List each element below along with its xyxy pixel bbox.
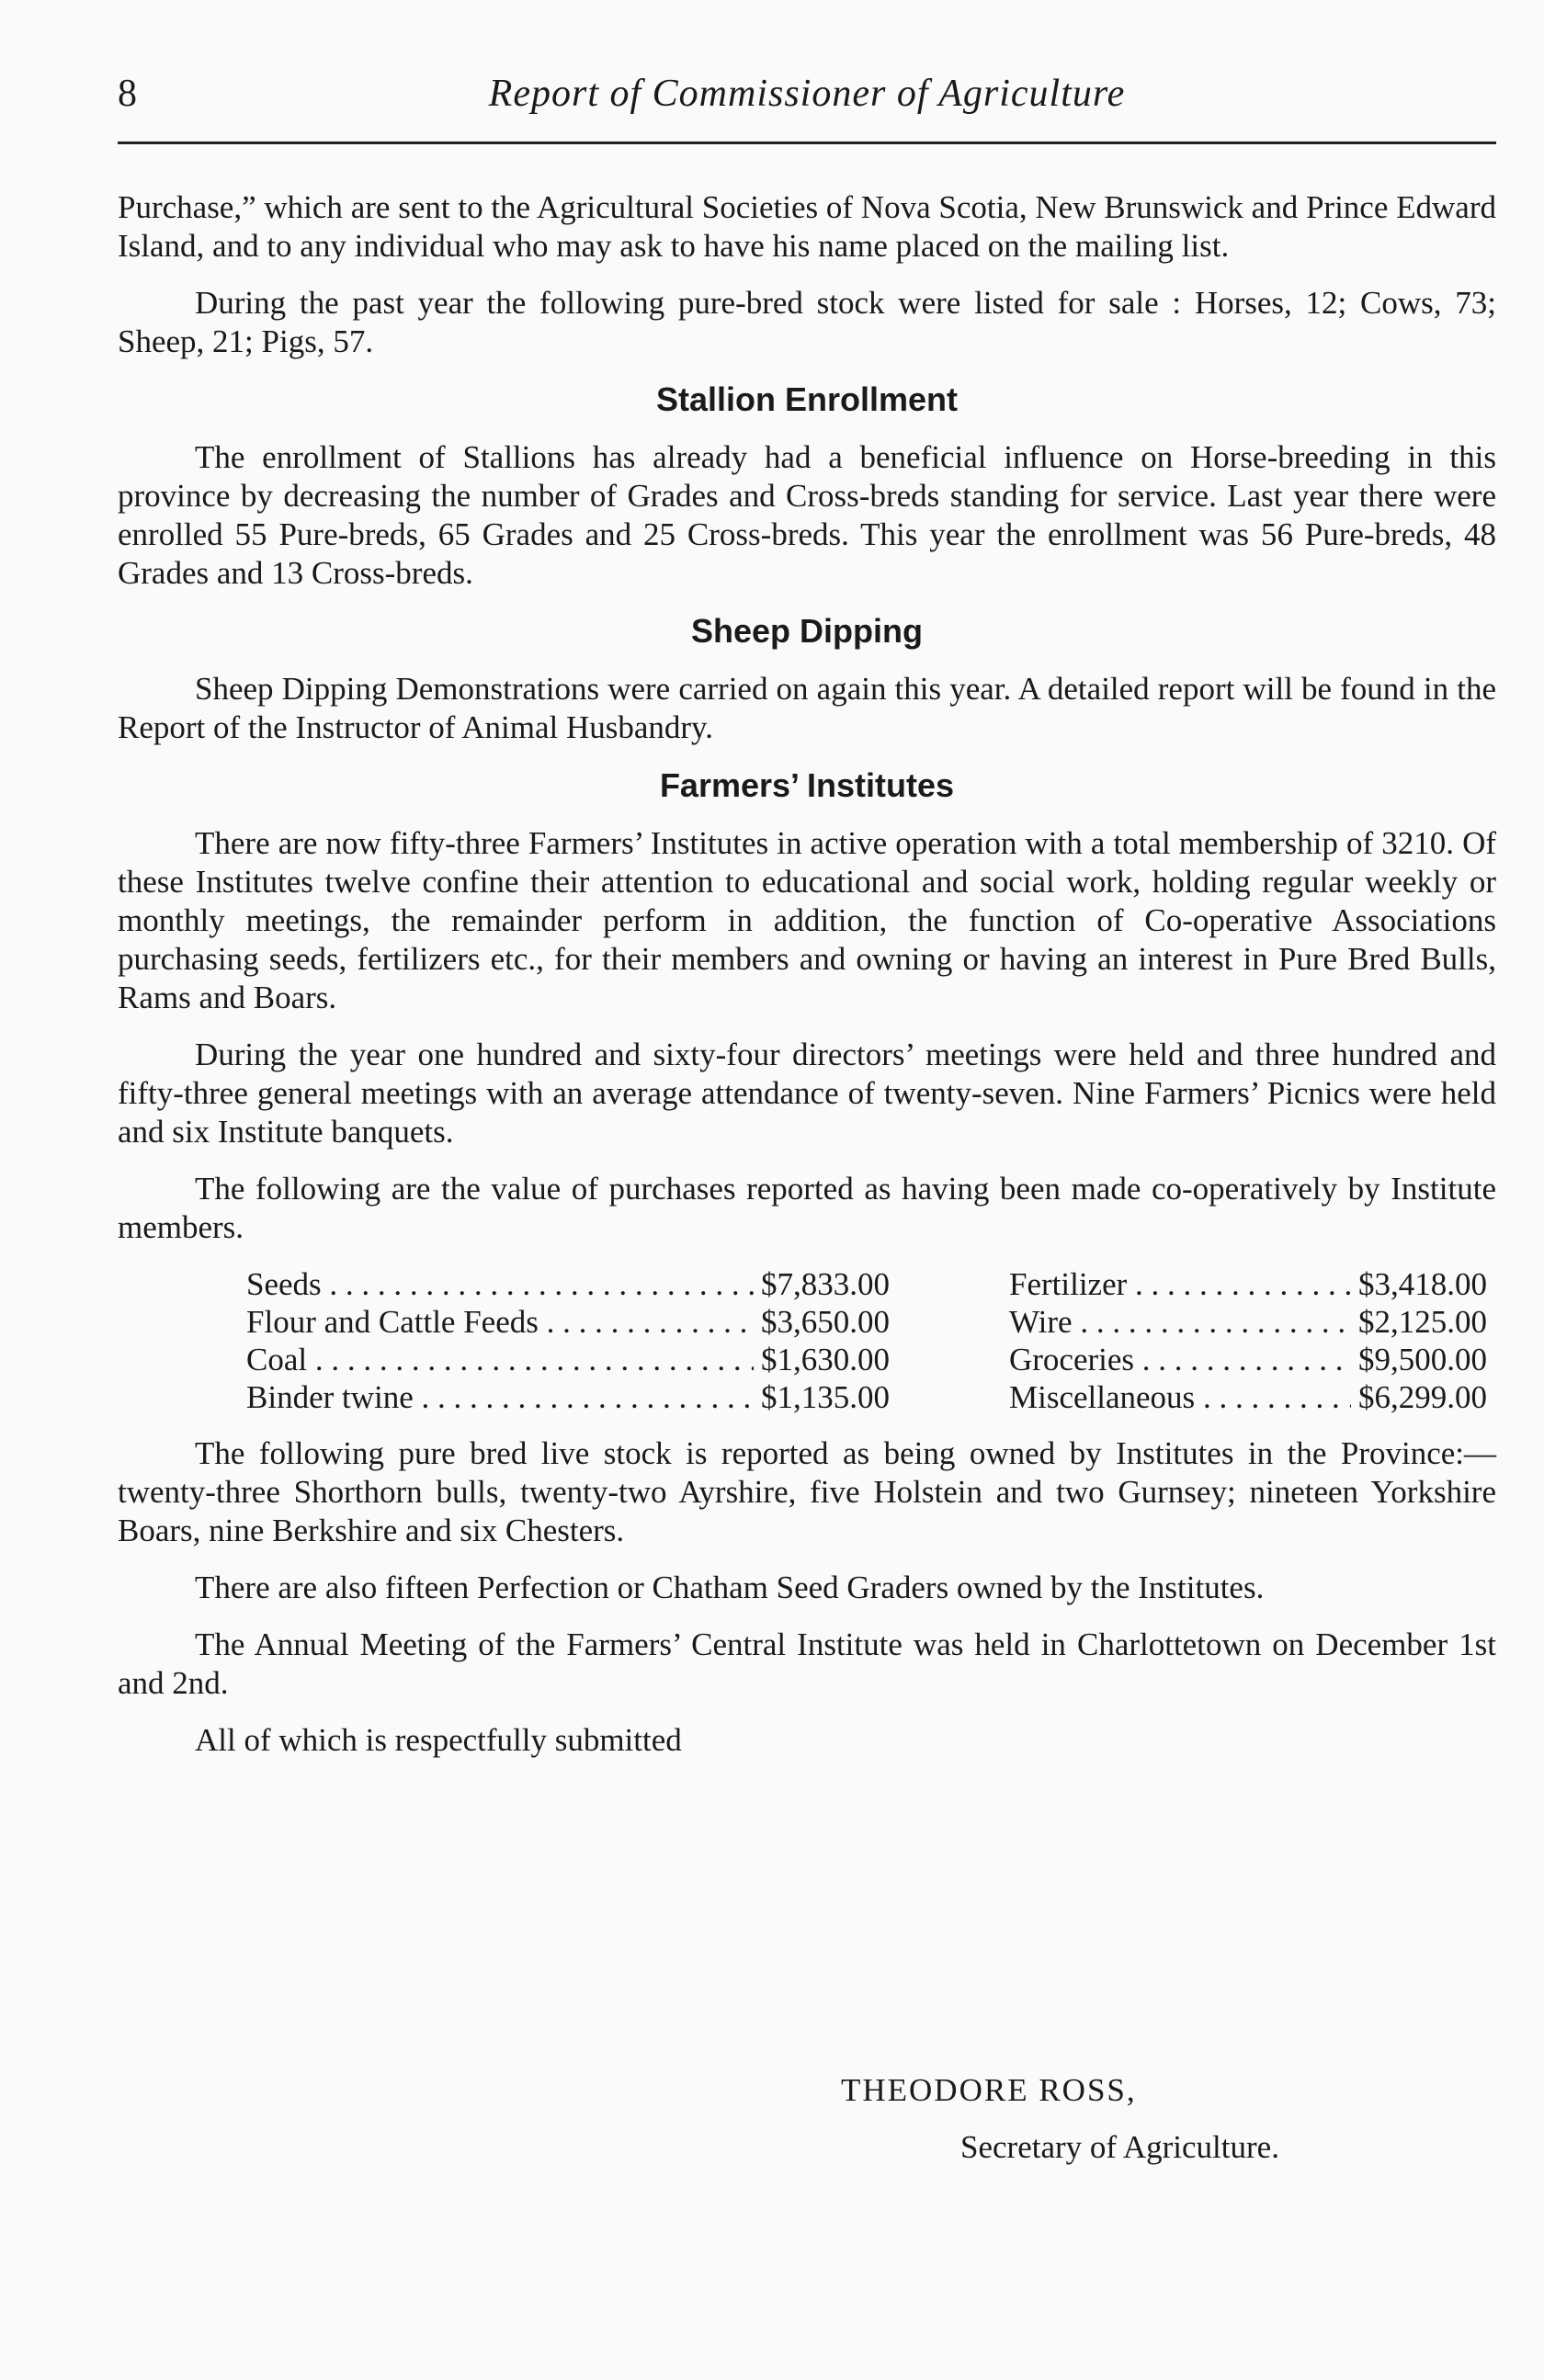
- purchase-item: Binder twine . . .: [246, 1378, 754, 1416]
- purchase-item: Miscellaneous . . .: [1009, 1378, 1351, 1416]
- purchase-amount: $3,650.00: [761, 1304, 890, 1340]
- paragraph-seed-graders: There are also fifteen Perfection or Chatham Seed Graders owned by the Institutes.: [195, 1570, 1265, 1605]
- page-header: [118, 72, 1496, 127]
- purchase-row: [1009, 1265, 1487, 1303]
- purchase-amount: $1,630.00: [761, 1342, 890, 1377]
- paragraph-closing: All of which is respectfully submitted: [195, 1722, 682, 1758]
- purchase-item: Flour and Cattle Feeds . . .: [246, 1303, 754, 1341]
- signatory-name: THEODORE ROSS,: [841, 2072, 1137, 2108]
- paragraph-annual-meeting: The Annual Meeting of the Farmers’ Central Institute was held in Charlottetown on December 1st and 2nd.: [118, 1626, 1496, 1701]
- purchase-amount: $3,418.00: [1358, 1266, 1487, 1302]
- purchase-row: [246, 1378, 890, 1416]
- purchases-left-column: [246, 1265, 890, 1416]
- purchases-right-column: [1009, 1265, 1487, 1416]
- paragraph-sheep-dipping: Sheep Dipping Demonstrations were carried on again this year. A detailed report will be found in the Report of the Instructor of Animal Husbandry.: [118, 671, 1496, 745]
- purchase-item: Fertilizer . . .: [1009, 1265, 1351, 1303]
- purchase-row: [246, 1341, 890, 1378]
- paragraph-institutes-membership: There are now fifty-three Farmers’ Institutes in active operation with a total membership of 3210. Of these Institutes twelve confine their attention to educational and social work, holding regular weekly or monthly meetings, the remainder perform in addition, the function of Co-operative Associations purchasing seeds, fertilizers etc., for their members and owning or having an interest in Pure Bred Bulls, Rams and Boars.: [118, 825, 1496, 1015]
- signatory-title: Secretary of Agriculture.: [960, 2129, 1279, 2165]
- purchase-amount: $6,299.00: [1358, 1379, 1487, 1415]
- heading-sheep-dipping: Sheep Dipping: [691, 612, 923, 650]
- page-number: 8: [118, 73, 137, 115]
- purchase-item: Wire . . .: [1009, 1303, 1351, 1341]
- running-title: Report of Commissioner of Agriculture: [488, 73, 1126, 115]
- paragraph-meetings: During the year one hundred and sixty-four directors’ meetings were held and three hundred and fifty-three general meetings with an average attendance of twenty-seven. Nine Farmers’ Picnics were held and six Institute banquets.: [118, 1037, 1496, 1150]
- purchase-amount: $9,500.00: [1358, 1342, 1487, 1377]
- paragraph-purchases-intro: The following are the value of purchases reported as having been made co-operatively by Institute members.: [118, 1171, 1496, 1245]
- purchase-row: [246, 1303, 890, 1341]
- paragraph-live-stock: The following pure bred live stock is reported as being owned by Institutes in the Province:—twenty-three Shorthorn bulls, twenty-two Ayrshire, five Holstein and two Gurnsey; nineteen Yorkshire Boars, nine Berkshire and six Chesters.: [118, 1435, 1496, 1548]
- purchases-table: [246, 1265, 1496, 1416]
- header-rule: [118, 142, 1496, 144]
- purchase-row: [1009, 1378, 1487, 1416]
- paragraph-purchase: Purchase,” which are sent to the Agricultural Societies of Nova Scotia, New Brunswick and Prince Edward Island, and to any individual who may ask to have his name placed on the mailing list.: [118, 189, 1496, 264]
- purchase-amount: $7,833.00: [761, 1266, 890, 1302]
- purchase-amount: $2,125.00: [1358, 1304, 1487, 1340]
- purchase-row: [1009, 1341, 1487, 1378]
- signature-block: [841, 2068, 1279, 2170]
- purchase-amount: $1,135.00: [761, 1379, 890, 1415]
- paragraph-stock-listed: During the past year the following pure-bred stock were listed for sale : Horses, 12; Cows, 73; Sheep, 21; Pigs, 57.: [118, 285, 1496, 359]
- paragraph-stallion-enrollment: The enrollment of Stallions has already had a beneficial influence on Horse-breeding in this province by decreasing the number of Grades and Cross-breds standing for service. Last year there were enrolled 55 Pure-breds, 65 Grades and 25 Cross-breds. This year the enrollment was 56 Pure-breds, 48 Grades and 13 Cross-breds.: [118, 439, 1496, 591]
- purchase-item: Seeds . . .: [246, 1265, 754, 1303]
- purchase-item: Groceries . . .: [1009, 1341, 1351, 1378]
- purchase-row: [1009, 1303, 1487, 1341]
- page-body: [118, 188, 1496, 1778]
- heading-farmers-institutes: Farmers’ Institutes: [659, 766, 955, 804]
- heading-stallion-enrollment: Stallion Enrollment: [655, 380, 959, 418]
- purchase-item: Coal . . .: [246, 1341, 754, 1378]
- purchase-row: [246, 1265, 890, 1303]
